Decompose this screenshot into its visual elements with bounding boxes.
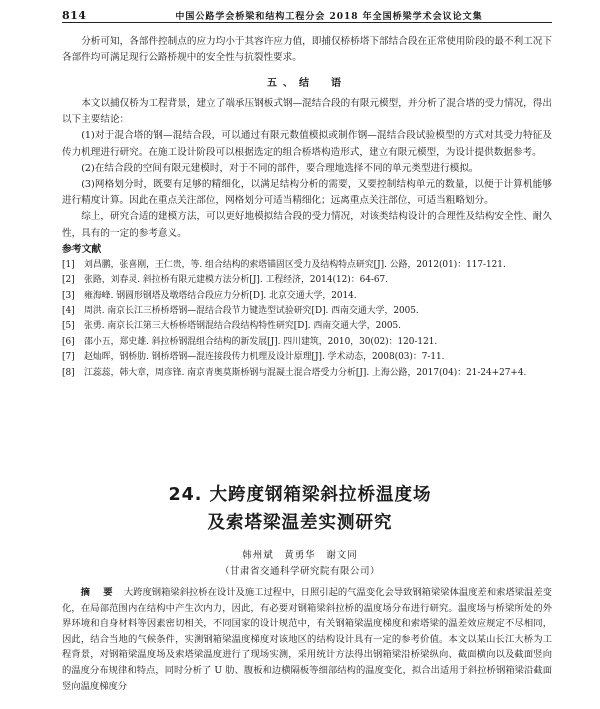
section-heading: 五、结 语 [267,78,347,89]
reference-list [62,258,552,381]
page-number: 814 [62,9,87,22]
reference-item [62,304,552,319]
reference-number: [4] [62,306,75,317]
reference-text: 张勇. 南京长江第三大桥桥塔钢混结合段结构特性研究[D]. 西南交通大学，2005. [84,321,401,332]
reference-item [62,319,552,334]
reference-item [62,273,552,288]
reference-text: 周洪. 南京长江三桥桥塔钢—混结合段节力键选型试验研究[D]. 西南交通大学，2005. [84,306,419,317]
main-text [62,34,552,66]
abstract-label: 摘 要 [80,587,115,598]
reference-number: [3] [62,290,75,301]
reference-text: 刘昌鹏，张喜刚，王仁贵，等. 组合结构的索塔锚固区受力及结构特点研究[J]. 公路，2012(01)：117-121. [84,259,506,270]
reference-number: [8] [62,367,75,378]
reference-text: 邵小五，郑史雄. 斜拉桥钢混组合结构的新发展[J]. 四川建筑，2010，30(02)：120-121. [84,336,438,347]
authors: 韩州斌 黄勇华 谢文同 [242,550,358,561]
conclusion-3: (3)网格划分时，既要有足够的精细化，以满足结构分析的需要，又要控制结构单元的数量，以便于计算机能够进行精度计算。因此在重点关注部位，网格划分可适当精细化；远离重点关注部位，可适当粗略划分。 [62,179,552,207]
reference-text: 雍海峰. 钢圆形钢塔及墩塔结合段应力分析[D]. 北京交通大学，2014. [84,290,357,301]
running-title: 中国公路学会桥梁和结构工程分会 2018 年全国桥梁学术会议论文集 [175,12,483,22]
reference-text: 赵灿晖，钢桥肋. 钢桥塔钢—混连接段传力机理及设计原理[J]. 学术动态，2008(03)：7-11. [84,352,445,363]
article-title-line-1: 24. 大跨度钢箱梁斜拉桥温度场 [168,485,432,505]
summary-paragraph: 本文以捕仅桥为工程背景，建立了端承压钢板式钢—混结合段的有限元模型，并分析了混合塔的受力情况，得出以下主要结论： [62,98,552,126]
abstract [62,585,552,694]
conclusion-1: (1)对于混合塔的钢—混结合段，可以通过有限元数值模拟或制作钢—混结合段试验模型的方式对其受力特征及传力机理进行研究。在施工设计阶段可以根据选定的组合桥塔构造形式，建立有限元模型，为设计提供数据参考。 [62,130,552,158]
abstract-paragraph [62,585,552,694]
conclusion-2: (2)在结合段的空间有限元建模时，对于不同的部件，要合理地选择不同的单元类型进行模拟。 [81,162,479,174]
conclusion-body [62,96,552,381]
reference-item [62,289,552,304]
article-title-line-2: 及索塔梁温差实测研究 [207,513,393,533]
final-paragraph: 综上，研究合适的建模方法，可以更好地模拟结合段的受力情况，对该类结构设计的合理性及结构安全性、耐久性，具有的一定的参考意义。 [62,211,552,239]
reference-item [62,350,552,365]
running-header [62,6,552,23]
reference-number: [1] [62,259,75,270]
conclusion-section [62,76,552,92]
reference-text: 张路，刘春灵. 斜拉桥有限元建模方法分析[J]. 工程经济，2014(12)：64-67. [84,275,388,286]
reference-item [62,258,552,273]
reference-number: [7] [62,352,75,363]
reference-number: [6] [62,336,75,347]
abstract-text: 大跨度钢箱梁斜拉桥在设计及施工过程中，日照引起的气温变化会导致钢箱梁梁体温度差和索塔梁温差变化，在局部范围内在结构中产生次内力，因此，有必要对钢箱梁斜拉桥的温度场分布进行研究。温度场与桥梁所处的外界环境和自身材料等因素密切相关，不同国家的设计规范中，有关钢箱梁温度梯度和索塔梁的温差效应规定不尽相同，因此，结合当地的气候条件，实测钢箱梁温度梯度对该地区的结构设计具有一定的参考价值。本文以某山长江大桥为工程背景，对钢箱梁温度场及索塔梁温度进行了现场实测，采用统计方法得出钢箱梁沿桥梁纵向、截面横向以及截面竖向的温度分布规律和特点，同时分析了 U 肋、腹板和边横隔板等细部结构的温度变化，拟合出适用于斜拉桥钢箱梁沿截面竖向温度梯度分 [62,587,552,692]
intro-paragraph: 分析可知，各部件控制点的应力均小于其容许应力值，即捕仅桥桥塔下部结合段在正常使用阶段的最不利工况下各部件均可满足现行公路桥规中的安全性与抗裂性要求。 [62,36,552,64]
affiliation: （甘肃省交通科学研究院有限公司） [219,566,380,577]
references-title: 参考文献 [62,243,102,255]
reference-text: 江蕊蕊，韩大章，周彦锋. 南京青奥莫斯桥钢与混凝土混合塔受力分析[J]. 上海公路，2017(04)：21-24+27+4. [84,367,527,378]
reference-item [62,335,552,350]
reference-number: [2] [62,275,75,286]
reference-item [62,366,552,381]
reference-number: [5] [62,321,75,332]
